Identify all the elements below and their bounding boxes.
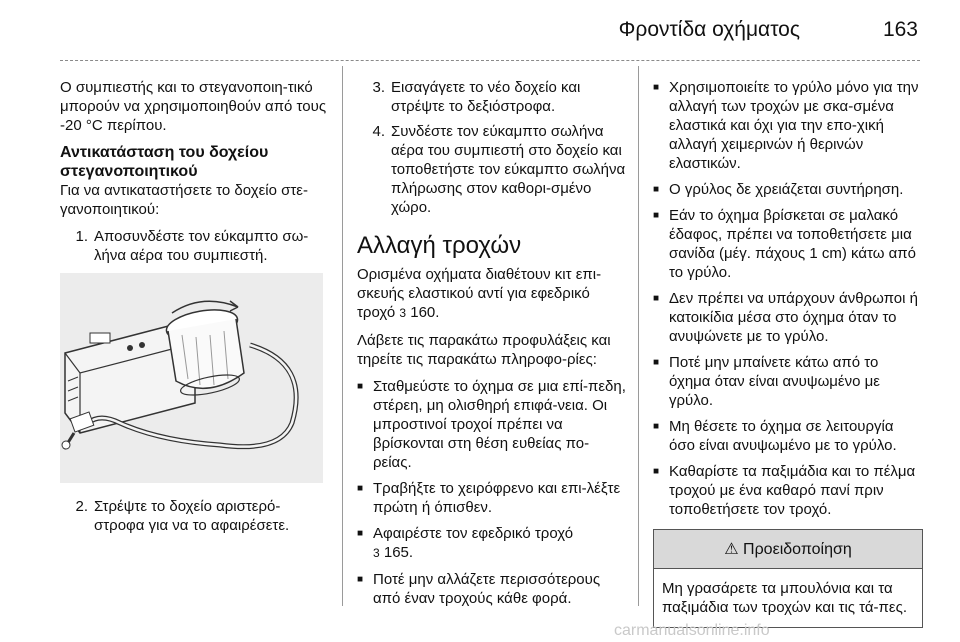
step-text: Στρέψτε το δοχείο αριστερό-στροφα για να το αφαιρέσετε. — [94, 498, 290, 534]
list-item-text: Ποτέ μην αλλάζετε περισσότερους από έναν τροχούς κάθε φορά. — [373, 571, 601, 607]
step-number: 2. — [75, 498, 88, 515]
bullet-icon: ■ — [653, 357, 660, 368]
step-item — [357, 122, 627, 217]
page-number: 163 — [882, 18, 918, 41]
section-heading-wheel-change: Αλλαγή τροχών — [357, 232, 522, 259]
bullet-icon: ■ — [653, 421, 660, 432]
list-item — [653, 78, 923, 173]
bullet-icon: ■ — [653, 293, 660, 304]
step-item — [60, 497, 330, 535]
lead-paragraph: Για να αντικαταστήσετε το δοχείο στε-γανοποιητικού: — [60, 182, 308, 218]
intro-paragraph: Ο συμπιεστής και το στεγανοποιη-τικό μπορούν να χρησιμοποιηθούν από τους -20 °C περίπου. — [60, 79, 327, 134]
list-item — [653, 353, 923, 410]
list-item — [653, 462, 923, 519]
step-number: 1. — [75, 228, 88, 245]
steps-list — [60, 227, 330, 265]
list-item — [653, 180, 923, 199]
column-divider — [342, 66, 343, 606]
bullet-icon: ■ — [653, 210, 660, 221]
precaution-list-continued — [653, 78, 923, 519]
page-reference-icon: 3 — [373, 546, 380, 560]
bullet-icon: ■ — [653, 184, 660, 195]
page-reference-link[interactable]: 165. — [383, 544, 414, 561]
paragraph: Λάβετε τις παρακάτω προφυλάξεις και τηρείτε τις παρακάτω πληροφο-ρίες: — [357, 332, 611, 368]
column-divider — [638, 66, 639, 606]
warning-text: Μη γρασάρετε τα μπουλόνια και τα παξιμάδια των τροχών και τις τά-πες. — [662, 580, 907, 616]
list-item-text: Μη θέσετε το όχημα σε λειτουργία όσο είναι ανυψωμένο με το γρύλο. — [669, 418, 897, 454]
bullet-icon: ■ — [653, 82, 660, 93]
list-item-text: Καθαρίστε τα παξιμάδια και το πέλμα τροχού με ένα καθαρό πανί πριν τοποθετήσετε τον τροχό. — [669, 463, 916, 518]
bullet-icon: ■ — [357, 381, 364, 392]
column-left — [60, 78, 330, 543]
precaution-list — [357, 377, 627, 608]
list-item — [357, 570, 627, 608]
bullet-icon: ■ — [653, 466, 660, 477]
list-item-text — [373, 524, 573, 563]
list-item-text: Χρησιμοποιείτε το γρύλο μόνο για την αλλαγή των τροχών με σκα-σμένα ελαστικά και όχι για την επο-χική αλλαγή χειμερινών ή θερινών ελαστικών. — [669, 79, 919, 172]
list-item — [357, 524, 627, 563]
bullet-icon: ■ — [357, 574, 364, 585]
page-reference-icon: 3 — [399, 306, 407, 320]
step-text: Αποσυνδέστε τον εύκαμπτο σω-λήνα αέρα του συμπιεστή. — [94, 228, 309, 264]
compressor-drawing — [60, 273, 323, 483]
warning-title: Προειδοποίηση — [743, 541, 852, 558]
step-number: 3. — [372, 79, 385, 96]
list-item — [653, 417, 923, 455]
footer-watermark: carmanualsonline.info — [614, 622, 770, 639]
steps-list-continued — [60, 497, 330, 535]
bullet-icon: ■ — [357, 483, 364, 494]
step-item — [60, 227, 330, 265]
warning-icon: ⚠ — [724, 541, 739, 558]
step-text: Εισαγάγετε το νέο δοχείο και στρέψτε το δεξιόστροφα. — [391, 79, 581, 115]
list-item-text: Τραβήξτε το χειρόφρενο και επι-λέξτε πρώτη ή όπισθεν. — [373, 480, 621, 516]
column-middle — [357, 78, 627, 615]
paragraph — [357, 265, 627, 323]
list-item-text: Εάν το όχημα βρίσκεται σε μαλακό έδαφος, πρέπει να τοποθετήσετε μια σανίδα (μέγ. πάχους 1 cm) κάτω από το γρύλο. — [669, 207, 916, 281]
page-header-title: Φροντίδα οχήματος — [618, 18, 800, 41]
step-number: 4. — [372, 123, 385, 140]
list-item-text: Ποτέ μην μπαίνετε κάτω από το όχημα όταν είναι ανυψωμένο με γρύλο. — [669, 354, 880, 409]
paragraph-text: Ορισμένα οχήματα διαθέτουν κιτ επι-σκευής ελαστικού αντί για εφεδρικό τροχό — [357, 266, 602, 321]
compressor-illustration — [60, 273, 323, 483]
page-reference-link[interactable]: 160. — [410, 304, 440, 321]
list-item — [357, 377, 627, 472]
list-item — [653, 206, 923, 282]
column-right — [653, 78, 923, 628]
step-text: Συνδέστε τον εύκαμπτο σωλήνα αέρα του συμπιεστή στο δοχείο και τοποθετήστε τον εύκαμπτο σωλήνα πλήρωσης στον καθορι-σμένο χώρο. — [391, 123, 626, 216]
bullet-icon: ■ — [357, 528, 364, 539]
section-subheading: Αντικατάσταση του δοχείου στεγανοποιητικού — [60, 144, 269, 180]
list-item — [653, 289, 923, 346]
list-item — [357, 479, 627, 517]
warning-box — [653, 529, 923, 628]
step-item — [357, 78, 627, 116]
list-item-text: Δεν πρέπει να υπάρχουν άνθρωποι ή κατοικίδια μέσα στο όχημα όταν το ανυψώνετε με το γρύλο. — [669, 290, 918, 345]
list-item-text: Σταθμεύστε το όχημα σε μια επί-πεδη, στέρεη, μη ολισθηρή επιφά-νεια. Οι μπροστινοί τροχοί πρέπει να βρίσκονται στη θέση ευθείας πο-ρείας. — [373, 378, 626, 471]
warning-header — [654, 530, 922, 569]
list-item-text-part: Αφαιρέστε τον εφεδρικό τροχό — [373, 525, 574, 542]
steps-list-continued — [357, 78, 627, 217]
list-item-text: Ο γρύλος δε χρειάζεται συντήρηση. — [669, 181, 904, 198]
header-divider — [60, 60, 920, 61]
